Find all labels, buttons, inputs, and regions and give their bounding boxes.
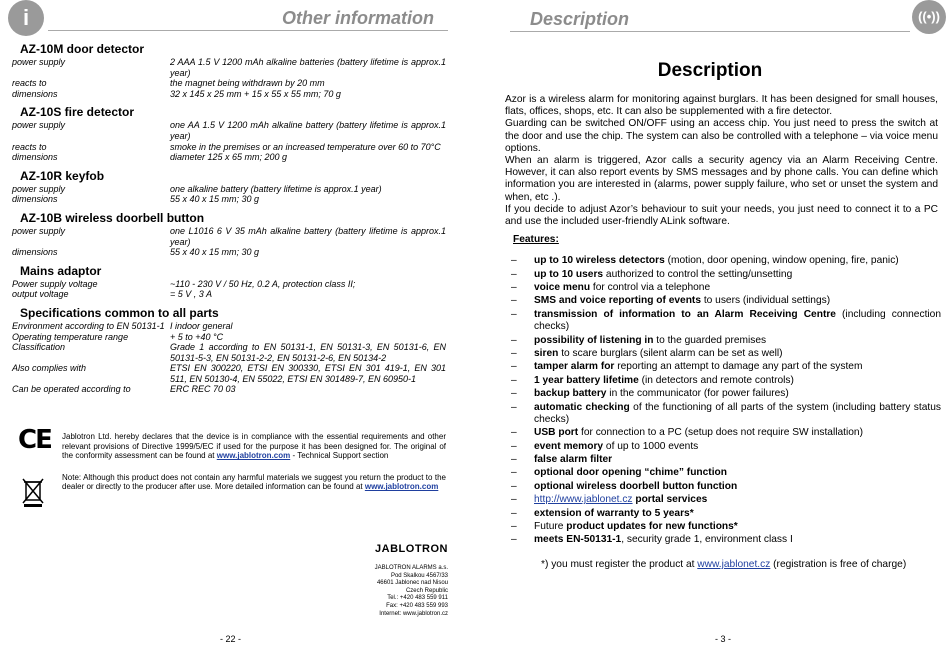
feature-item (513, 508, 941, 520)
feature-text: (in detectors and remote controls) (638, 374, 794, 386)
disposal-note: Note: Although this product does not contain any harmful materials we suggest you return the product to the dealer or directly to the producer after use. More detailed information can be found at www.jablotron.com (62, 472, 446, 492)
feature-item (513, 295, 941, 307)
spec-group (12, 42, 446, 99)
spec-group-title: AZ-10M door detector (20, 42, 145, 56)
feature-item (513, 335, 941, 347)
spec-key: dimensions (12, 194, 58, 205)
ce-mark-icon: CE (18, 425, 51, 455)
wireless-signal-icon: ((•)) (912, 0, 946, 34)
info-icon: i (8, 0, 44, 36)
feature-bold: SMS and voice reporting of events (534, 295, 701, 307)
spec-group-title: AZ-10S fire detector (20, 105, 135, 120)
spec-key: power supply (12, 183, 66, 194)
spec-group-title: Mains adaptor (20, 263, 102, 278)
spec-key: Can be operated according to (12, 384, 131, 395)
feature-item (513, 361, 941, 373)
feature-prefix: Future (534, 520, 567, 532)
company-address (358, 565, 448, 618)
feature-item (513, 309, 941, 334)
feature-bold: 1 year battery lifetime (534, 374, 639, 386)
header-divider (48, 30, 448, 31)
feature-text: , security grade 1, environment class I (621, 534, 793, 546)
feature-text: (motion, door opening, window opening, fire, panic) (664, 255, 899, 267)
feature-item (513, 269, 941, 281)
address-line: Pod Skalkou 4567/33 (390, 572, 448, 579)
spec-value: ETSI EN 300220, ETSI EN 300330, ETSI EN 301 419-1, EN 301 511, EN 50130-4, EN 55022, ETSI EN 301489-7, EN 60950-1 (170, 363, 446, 384)
spec-value: ~110 - 230 V / 50 Hz, 0.2 A, protection class II; (170, 278, 356, 289)
spec-key: reacts to (12, 141, 47, 152)
feature-item (513, 348, 941, 360)
feature-bold: up to 10 wireless detectors (534, 255, 665, 267)
address-line: Czech Republic (405, 587, 448, 594)
page-number-right: - 3 - (715, 634, 732, 644)
spec-group (12, 306, 446, 395)
feature-text: to scare burglars (silent alarm can be set as well) (558, 347, 783, 359)
feature-bold: possibility of listening in (534, 334, 654, 346)
spec-row (12, 279, 446, 290)
registration-footnote: *) you must register the product at www.jablonet.cz (registration is free of charge) (541, 559, 907, 570)
jablotron-link-2[interactable]: www.jablotron.com (364, 482, 439, 492)
address-line: Tel.: +420 483 559 911 (387, 595, 448, 602)
spec-value: one alkaline battery (battery lifetime is approx.1 year) (170, 183, 382, 194)
address-line: JABLOTRON ALARMS a.s. (374, 565, 448, 571)
feature-bold: false alarm filter (534, 453, 613, 465)
spec-group-title: AZ-10R keyfob (20, 168, 105, 183)
spec-group (12, 211, 446, 258)
spec-group-title: AZ-10B wireless doorbell button (20, 210, 205, 225)
spec-row (12, 184, 446, 195)
feature-link[interactable]: http://www.jablonet.cz (534, 494, 633, 506)
feature-bold: optional door opening “chime” function (534, 467, 727, 479)
feature-text: of up to 1000 events (603, 440, 699, 452)
spec-key: Classification (12, 342, 66, 353)
spec-key: dimensions (12, 88, 58, 99)
features-heading: Features: (513, 234, 559, 245)
spec-key: dimensions (12, 152, 58, 163)
feature-item (513, 375, 941, 387)
spec-value: one L1016 6 V 35 mAh alkaline battery (battery lifetime is approx.1 year) (170, 225, 446, 247)
feature-item (513, 454, 941, 466)
declarations (14, 425, 446, 492)
spec-value: Grade 1 according to EN 50131-1, EN 50131-3, EN 50131-6, EN 50131-5-3, EN 50131-2-2, EN 50131-2-6, EN 50134-2 (170, 342, 446, 363)
spec-row (12, 247, 446, 258)
feature-text: for control via a telephone (590, 282, 711, 294)
description-paragraph: Azor is a wireless alarm for monitoring against burglars. It has been designed for small houses, flats, offices, shops, etc. It can also be supplemented with a fire detector. (505, 94, 938, 118)
feature-text: in the communicator (for power failures) (606, 388, 789, 400)
feature-bold: transmission of information to an Alarm Receiving Centre (534, 308, 836, 320)
feature-item (513, 427, 941, 439)
weee-bin-icon (22, 477, 44, 507)
spec-key: Operating temperature range (12, 331, 129, 342)
spec-key: Environment according to EN 50131-1 (12, 320, 165, 331)
spec-group-title: Specifications common to all parts (20, 305, 219, 320)
feature-text: authorized to control the setting/unsetting (603, 268, 793, 280)
address-line: Fax: +420 483 559 993 (386, 602, 448, 609)
spec-group (12, 105, 446, 162)
spec-key: reacts to (12, 78, 47, 89)
spec-group (12, 264, 446, 300)
feature-text: for connection to a PC (setup does not require SW installation) (578, 427, 863, 439)
logo-brand: JABLOTRON (375, 543, 448, 555)
description-paragraph: When an alarm is triggered, Azor calls a security agency via an Alarm Receiving Centre. However, it can also report events by SMS messages and by phone calls. You can define which information you are interested in (alarms, power supply failure, who set or unset the system and when, etc .). (505, 155, 938, 203)
feature-text: to the guarded premises (653, 334, 767, 346)
feature-item (513, 255, 941, 267)
feature-item (513, 282, 941, 294)
spec-value: 55 x 40 x 15 mm; 30 g (170, 247, 260, 258)
description-title: Description (657, 60, 763, 81)
spec-value: smoke in the premises or an increased temperature over 60 to 70°C (170, 141, 441, 152)
feature-text: of the functioning of all parts of the system (including battery status checks) (534, 401, 941, 425)
feature-bold: automatic checking (534, 401, 630, 413)
spec-key: Power supply voltage (12, 278, 98, 289)
spec-value: 2 AAA 1.5 V 1200 mAh alkaline batteries (battery lifetime is approx.1 year) (170, 57, 446, 78)
description-paragraph: Guarding can be switched ON/OFF using an access chip. You just need to press the switch at the door and use the chip. The system can also be controlled with a telephone – via voice menu options. (505, 118, 938, 154)
spec-key: Also complies with (12, 363, 87, 374)
spec-row (12, 321, 446, 332)
feature-item (513, 481, 941, 493)
spec-row (12, 142, 446, 153)
feature-bold: up to 10 users (534, 268, 604, 280)
address-line: Internet: www.jablotron.cz (379, 610, 448, 617)
spec-value: 55 x 40 x 15 mm; 30 g (170, 194, 260, 205)
right-header-title: Description (530, 9, 630, 29)
spec-key: power supply (12, 57, 66, 67)
spec-row (12, 194, 446, 205)
spec-value: diameter 125 x 65 mm; 200 g (170, 152, 288, 163)
features-list (513, 255, 941, 546)
feature-bold: backup battery (534, 388, 607, 400)
jablonet-link[interactable]: www.jablonet.cz (697, 559, 771, 570)
feature-bold: extension of warranty to 5 years* (534, 507, 694, 519)
feature-bold: USB port (534, 427, 579, 439)
spec-row (12, 289, 446, 300)
feature-text: reporting an attempt to damage any part of the system (614, 361, 863, 373)
spec-value: one AA 1.5 V 1200 mAh alkaline battery (battery lifetime is approx.1 year) (170, 120, 446, 141)
spec-row (12, 226, 446, 247)
spec-group (12, 169, 446, 205)
feature-item (513, 441, 941, 453)
conformity-declaration: Jablotron Ltd. hereby declares that the device is in compliance with the essential requirements and other relevant provisions of Directive 1999/5/EC if used for the purpose it has been designed for. The original of the conformity assessment can be found at www.jablotron.com - Technical Support section (62, 432, 446, 461)
spec-row (12, 78, 446, 89)
header-divider (510, 31, 910, 32)
left-header-title: Other information (282, 8, 434, 28)
spec-key: power supply (12, 120, 66, 131)
feature-item (513, 388, 941, 400)
feature-item (513, 467, 941, 479)
spec-row (12, 342, 446, 363)
spec-row (12, 363, 446, 384)
feature-item (513, 494, 941, 506)
right-page (470, 0, 950, 660)
spec-row (12, 120, 446, 141)
feature-item (513, 521, 941, 533)
feature-bold: siren (534, 347, 559, 359)
jablotron-link[interactable]: www.jablotron.com (216, 451, 291, 461)
spec-value: 32 x 145 x 25 mm + 15 x 55 x 55 mm; 70 g (170, 88, 341, 99)
spec-value: ERC REC 70 03 (170, 384, 236, 395)
spec-value: the magnet being withdrawn by 20 mm (170, 78, 325, 89)
feature-bold: product updates for new functions* (566, 520, 738, 532)
feature-bold: voice menu (534, 282, 591, 294)
feature-text: to users (individual settings) (701, 295, 831, 307)
jablotron-logo (358, 543, 448, 618)
page-number-left: - 22 - (220, 634, 242, 644)
spec-row (12, 152, 446, 163)
spec-row (12, 332, 446, 343)
specifications (12, 42, 446, 401)
feature-text: (including connection checks) (534, 308, 941, 333)
feature-bold: optional wireless doorbell button function (534, 480, 738, 492)
spec-row (12, 89, 446, 100)
spec-value: = 5 V , 3 A (170, 289, 212, 300)
spec-key: output voltage (12, 289, 69, 300)
spec-key: dimensions (12, 247, 58, 258)
description-body (505, 94, 938, 228)
spec-key: power supply (12, 225, 66, 236)
right-header (510, 0, 946, 34)
address-line: 46601 Jablonec nad Nisou (376, 580, 448, 587)
features-section (513, 234, 941, 548)
feature-item (513, 534, 941, 546)
feature-item (513, 402, 941, 427)
left-header (8, 0, 448, 34)
feature-bold: portal services (632, 494, 708, 506)
spec-value: + 5 to +40 °C (170, 331, 224, 342)
spec-value: I indoor general (170, 320, 233, 331)
description-paragraph: If you decide to adjust Azor’s behaviour to suit your needs, you just need to connect it to a PC and use the included user-friendly ALink software. (505, 203, 938, 228)
feature-bold: event memory (534, 440, 604, 452)
feature-bold: tamper alarm for (534, 361, 615, 373)
feature-bold: meets EN-50131-1 (534, 534, 622, 546)
spec-row (12, 57, 446, 78)
left-page (0, 0, 460, 660)
spec-row (12, 384, 446, 395)
